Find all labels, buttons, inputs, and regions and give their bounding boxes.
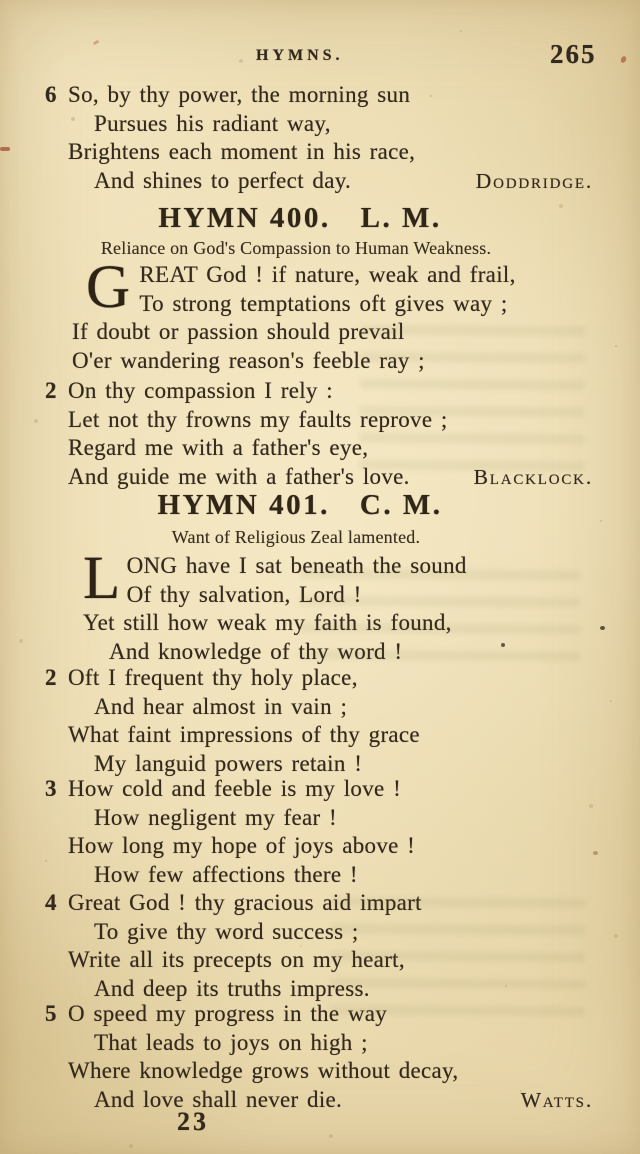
hymn-401-stanza-4 <box>45 889 593 1003</box>
verse-lines <box>68 664 593 778</box>
verse-line <box>72 318 593 347</box>
verse-line-text: How few affections there ! <box>94 861 358 887</box>
verse-line <box>68 377 593 406</box>
verse-line-text: ONG have I sat beneath the sound <box>126 553 467 578</box>
paper-speck <box>593 851 598 855</box>
dropcap-letter-g: G <box>86 254 131 321</box>
hymn-400-stanza-1 <box>72 254 593 375</box>
verse-lines <box>68 81 593 195</box>
verse-line-text: How long my hope of joys above ! <box>68 833 416 858</box>
hymn-400-meter: L. M. <box>360 202 442 234</box>
verse-line <box>68 889 593 918</box>
verse-line-text: And knowledge of thy word ! <box>109 638 403 664</box>
verse-lines <box>68 377 593 491</box>
verse-line-text: To strong temptations oft gives way ; <box>139 290 508 316</box>
verse-line <box>68 693 593 722</box>
hymn-401-stanza-3 <box>45 775 593 889</box>
paper-speck <box>0 147 10 151</box>
verse-line <box>68 463 593 492</box>
verse-line-text: How cold and feeble is my love ! <box>68 776 402 801</box>
verse-line-text: Yet still how weak my faith is found, <box>83 610 452 635</box>
verse-line <box>68 1086 593 1115</box>
verse-line <box>68 81 593 110</box>
verse-line-text: So, by thy power, the morning sun <box>68 82 411 107</box>
verse-line-text: And deep its truths impress. <box>94 975 370 1001</box>
verse-line <box>72 347 593 376</box>
verse-line <box>68 975 593 1004</box>
verse-line <box>68 406 593 435</box>
verse-line <box>68 138 593 167</box>
verse-number: 5 <box>45 1001 57 1026</box>
author-attribution: Watts. <box>520 1087 593 1112</box>
verse-line <box>68 946 593 975</box>
hymn-401-stanza-1 <box>83 545 593 666</box>
verse-line-text: O speed my progress in the way <box>68 1001 388 1026</box>
author-attribution: Blacklock. <box>473 464 593 489</box>
hymn-400-number-label: HYMN 400. <box>158 202 331 234</box>
verse-line-text: Where knowledge grows without decay, <box>68 1058 459 1083</box>
verse-line-text: Oft I frequent thy holy place, <box>68 665 358 690</box>
signature-mark: 23 <box>177 1107 209 1136</box>
verse-line <box>72 261 593 290</box>
hymn-400-stanza-2 <box>45 377 593 491</box>
verse-line-text: O'er wandering reason's feeble ray ; <box>72 347 425 373</box>
verse-line <box>68 1057 593 1086</box>
hymn-401-title <box>0 489 600 522</box>
verse-number: 2 <box>45 378 57 403</box>
verse-line <box>68 167 593 196</box>
verse-line-text: And guide me with a father's love. <box>68 463 410 489</box>
paper-speck <box>620 55 627 63</box>
hymn-401-meter: C. M. <box>359 489 443 521</box>
hymn-400-title <box>0 202 600 235</box>
verse-line <box>68 804 593 833</box>
verse-lines <box>68 775 593 889</box>
verse-line-text: Regard me with a father's eye, <box>68 435 369 460</box>
verse-number: 2 <box>45 665 57 690</box>
running-header-title: HYMNS. <box>256 47 344 64</box>
verse-line <box>72 290 593 319</box>
verse-line-text: REAT God ! if nature, weak and frail, <box>139 262 516 287</box>
hymn-401-stanza-2 <box>45 664 593 778</box>
verse-line <box>68 1029 593 1058</box>
verse-lines <box>68 1000 593 1114</box>
verse-line-text: And hear almost in vain ; <box>94 693 348 719</box>
paper-speck <box>600 626 605 630</box>
verse-line-text: Pursues his radiant way, <box>94 110 331 136</box>
hymn-401-subtitle: Want of Religious Zeal lamented. <box>171 527 421 547</box>
verse-line <box>68 750 593 779</box>
verse-number: 6 <box>45 82 57 107</box>
verse-line-text: Write all its precepts on my heart, <box>68 947 405 972</box>
verse-line-text: And love shall never die. <box>94 1086 343 1112</box>
verse-lines <box>72 254 593 375</box>
verse-line <box>68 664 593 693</box>
paper-grain <box>0 0 2 2</box>
verse-line <box>68 832 593 861</box>
verse-line-text: Brightens each moment in his race, <box>68 139 416 164</box>
verse-line <box>83 638 593 667</box>
verse-line <box>68 721 593 750</box>
stanza-previous-hymn-verse-6 <box>45 81 593 195</box>
verse-lines <box>68 889 593 1003</box>
verse-line-text: Great God ! thy gracious aid impart <box>68 890 422 915</box>
verse-line-text: What faint impressions of thy grace <box>68 722 420 747</box>
paper-speck <box>93 40 100 46</box>
verse-line-text: My languid powers retain ! <box>94 750 363 776</box>
verse-line <box>68 918 593 947</box>
verse-number: 4 <box>45 890 57 915</box>
verse-line-text: How negligent my fear ! <box>94 804 337 830</box>
verse-lines <box>83 545 593 666</box>
hymn-401-number-label: HYMN 401. <box>157 489 330 521</box>
verse-line-text: That leads to joys on high ; <box>94 1029 368 1055</box>
verse-line-text: And shines to perfect day. <box>94 167 352 193</box>
verse-line <box>68 1000 593 1029</box>
verse-line-text: On thy compassion I rely : <box>68 378 333 403</box>
verse-line <box>83 552 593 581</box>
verse-line <box>83 609 593 638</box>
verse-line <box>68 861 593 890</box>
verse-line <box>83 581 593 610</box>
verse-number: 3 <box>45 776 57 801</box>
verse-line-text: Let not thy frowns my faults reprove ; <box>68 406 448 432</box>
verse-line <box>68 110 593 139</box>
verse-line <box>68 775 593 804</box>
verse-line-text: To give thy word success ; <box>94 918 359 944</box>
verse-line-text: Of thy salvation, Lord ! <box>126 581 362 607</box>
verse-line-text: If doubt or passion should prevail <box>72 319 405 344</box>
dropcap-letter-l: L <box>83 545 121 612</box>
author-attribution: Doddridge. <box>475 168 593 193</box>
hymn-400-subtitle: Reliance on God's Compassion to Human Weakness. <box>100 238 492 258</box>
verse-line <box>68 434 593 463</box>
hymn-401-stanza-5 <box>45 1000 593 1114</box>
page-number: 265 <box>550 39 597 69</box>
